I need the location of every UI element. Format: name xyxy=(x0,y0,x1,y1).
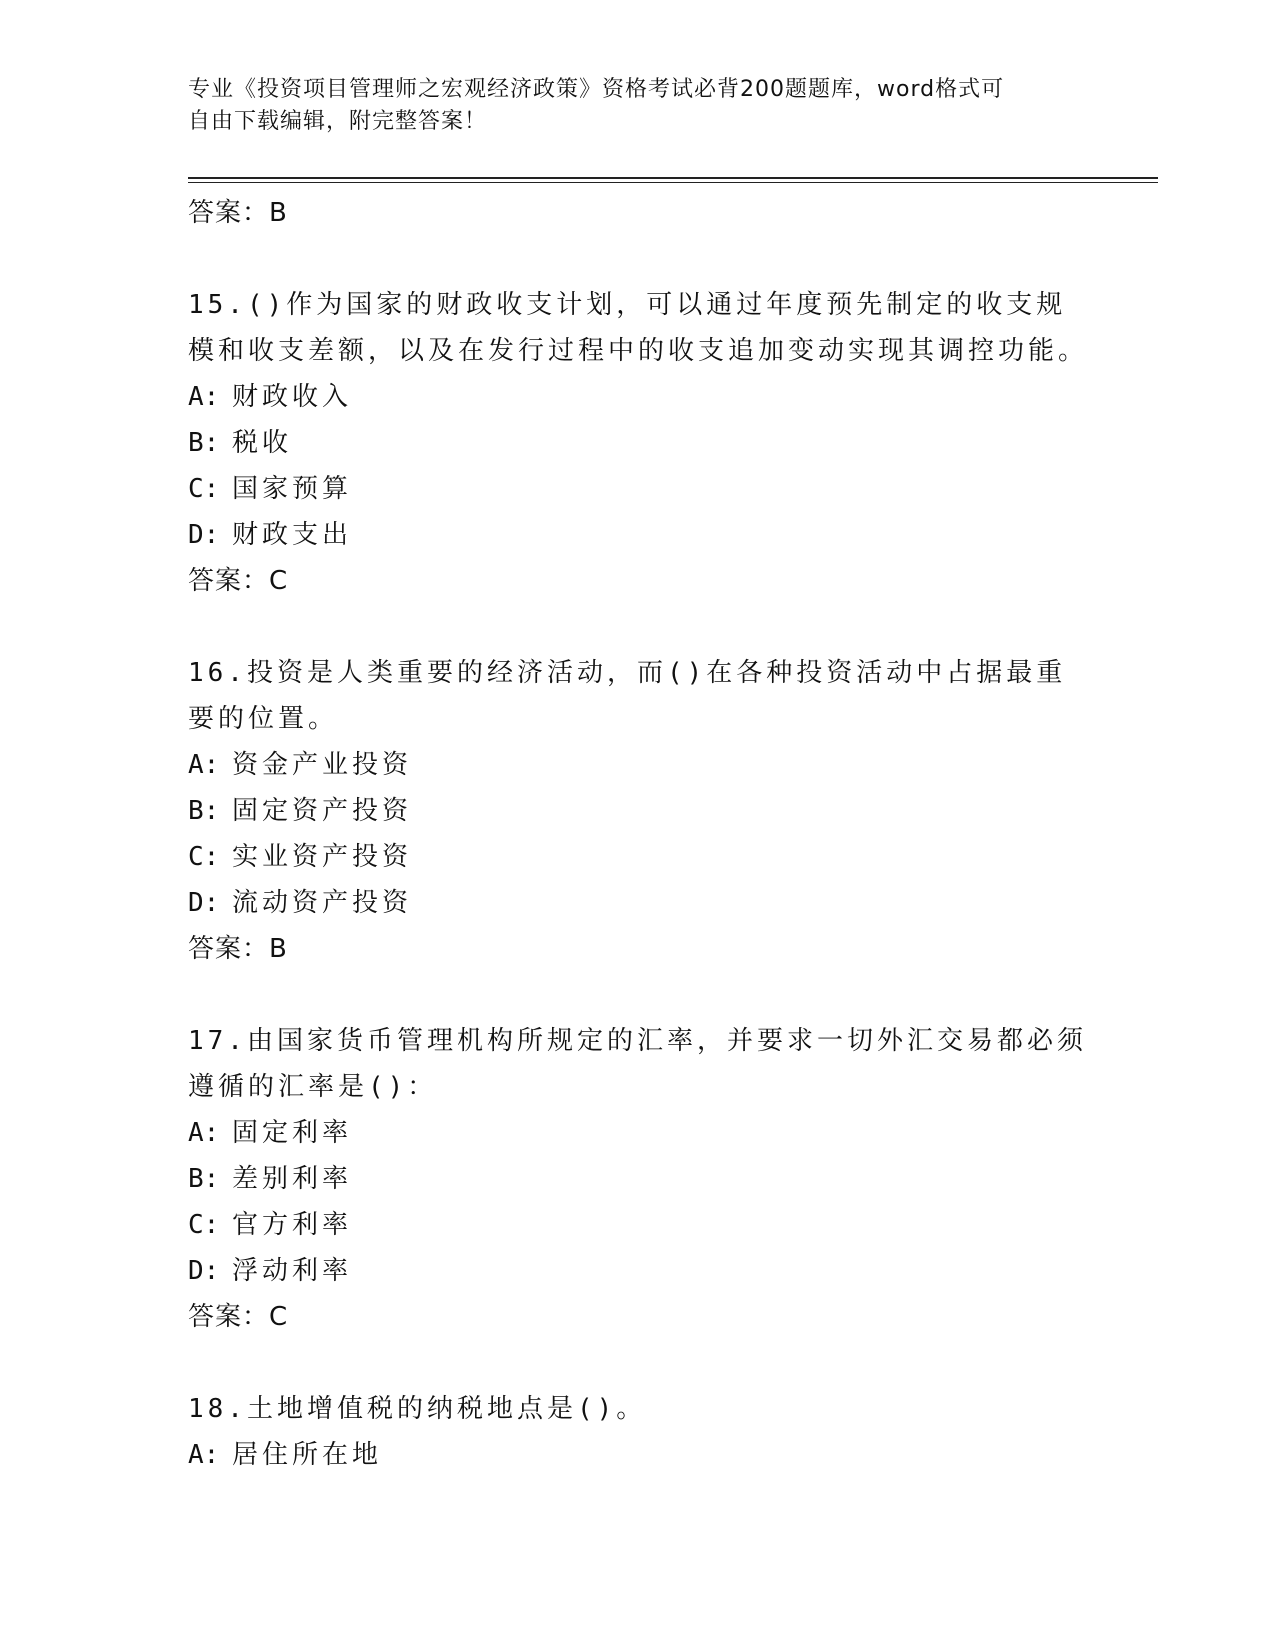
option-letter: A: xyxy=(188,382,220,412)
option-d xyxy=(188,512,1088,558)
header-line-1: 专业《投资项目管理师之宏观经济政策》资格考试必背200题题库，word格式可 xyxy=(188,77,1005,102)
question-block xyxy=(188,650,1088,972)
question-block xyxy=(188,1018,1088,1340)
option-b xyxy=(188,788,1088,834)
option-a xyxy=(188,742,1088,788)
option-b xyxy=(188,420,1088,466)
question-block xyxy=(188,1386,1088,1478)
option-text: 浮动利率 xyxy=(232,1256,353,1286)
answer-line: 答案：B xyxy=(188,198,288,228)
question-stem: 16.投资是人类重要的经济活动，而()在各种投资活动中占据最重要的位置。 xyxy=(188,658,1067,734)
option-b xyxy=(188,1156,1088,1202)
option-letter: D: xyxy=(188,520,220,550)
option-letter: A: xyxy=(188,1440,220,1470)
question-stem: 17.由国家货币管理机构所规定的汇率，并要求一切外汇交易都必须遵循的汇率是()： xyxy=(188,1026,1087,1102)
option-a xyxy=(188,374,1088,420)
header-divider xyxy=(188,177,1158,183)
option-d xyxy=(188,880,1088,926)
question-list xyxy=(188,190,1088,1478)
option-text: 居住所在地 xyxy=(232,1440,383,1470)
option-text: 财政支出 xyxy=(232,520,353,550)
option-c xyxy=(188,834,1088,880)
option-d xyxy=(188,1248,1088,1294)
option-letter: A: xyxy=(188,750,220,780)
question-stem: 18.土地增值税的纳税地点是()。 xyxy=(188,1394,647,1424)
answer-line: 答案：B xyxy=(188,934,288,964)
option-text: 资金产业投资 xyxy=(232,750,413,780)
option-letter: D: xyxy=(188,888,220,918)
option-a xyxy=(188,1110,1088,1156)
option-c xyxy=(188,466,1088,512)
option-letter: B: xyxy=(188,1164,220,1194)
option-text: 固定利率 xyxy=(232,1118,353,1148)
option-letter: B: xyxy=(188,796,220,826)
answer-line: 答案：C xyxy=(188,1302,289,1332)
option-text: 固定资产投资 xyxy=(232,796,413,826)
option-text: 实业资产投资 xyxy=(232,842,413,872)
option-a xyxy=(188,1432,1088,1478)
option-text: 流动资产投资 xyxy=(232,888,413,918)
option-text: 国家预算 xyxy=(232,474,353,504)
option-text: 差别利率 xyxy=(232,1164,353,1194)
option-letter: D: xyxy=(188,1256,220,1286)
spacer xyxy=(188,1340,1088,1386)
option-letter: C: xyxy=(188,474,220,504)
question-block xyxy=(188,282,1088,604)
spacer xyxy=(188,604,1088,650)
spacer xyxy=(188,972,1088,1018)
option-text: 税收 xyxy=(232,428,293,458)
option-letter: A: xyxy=(188,1118,220,1148)
question-stem: 15.()作为国家的财政收支计划，可以通过年度预先制定的收支规模和收支差额，以及在发行过程中的收支追加变动实现其调控功能。 xyxy=(188,290,1089,366)
option-letter: C: xyxy=(188,1210,220,1240)
document-header xyxy=(188,74,1088,138)
answer-line: 答案：C xyxy=(188,566,289,596)
option-text: 官方利率 xyxy=(232,1210,353,1240)
option-text: 财政收入 xyxy=(232,382,353,412)
spacer xyxy=(188,236,1088,282)
header-line-2: 自由下载编辑，附完整答案！ xyxy=(188,109,488,134)
option-letter: B: xyxy=(188,428,220,458)
option-letter: C: xyxy=(188,842,220,872)
option-c xyxy=(188,1202,1088,1248)
